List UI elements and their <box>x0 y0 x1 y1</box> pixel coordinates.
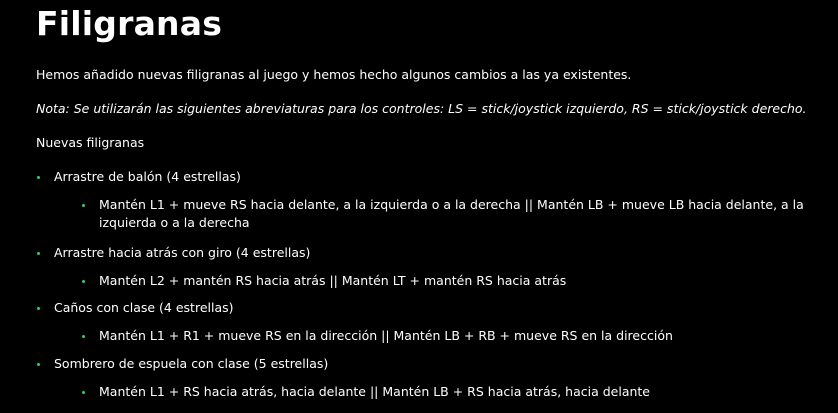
bullet-icon <box>82 391 85 394</box>
control-description: Mantén L1 + R1 + mueve RS en la dirección || Mantén LB + RB + mueve RS en la dirección <box>99 328 673 343</box>
bullet-icon <box>37 307 40 310</box>
control-description: Mantén L2 + mantén RS hacia atrás || Mantén LT + mantén RS hacia atrás <box>99 273 567 288</box>
control-description: Mantén L1 + mueve RS hacia delante, a la izquierda o a la derecha || Mantén LB + mueve LB hacia delante, a la izquierda o a la derecha <box>99 197 804 230</box>
bullet-icon <box>82 280 85 283</box>
bullet-icon <box>82 335 85 338</box>
bullet-icon <box>37 363 40 366</box>
bullet-icon <box>37 176 40 179</box>
bullet-icon <box>37 252 40 255</box>
list-item-label: Caños con clase (4 estrellas) <box>54 300 234 315</box>
section-subheading: Nuevas filigranas <box>36 135 145 150</box>
control-description: Mantén L1 + RS hacia atrás, hacia delante || Mantén LB + RS hacia atrás, hacia delante <box>99 384 650 399</box>
list-item-label: Sombrero de espuela con clase (5 estrellas) <box>54 356 329 371</box>
list-item-label: Arrastre de balón (4 estrellas) <box>54 169 241 184</box>
intro-paragraph: Hemos añadido nuevas filigranas al juego y hemos hecho algunos cambios a las ya existentes. <box>36 67 632 82</box>
list-item-label: Arrastre hacia atrás con giro (4 estrellas) <box>54 245 311 260</box>
page-title: Filigranas <box>36 4 223 43</box>
note-paragraph: Nota: Se utilizarán las siguientes abreviaturas para los controles: LS = stick/joystick izquierdo, RS = stick/joystick derecho. <box>36 101 807 116</box>
bullet-icon <box>82 204 85 207</box>
